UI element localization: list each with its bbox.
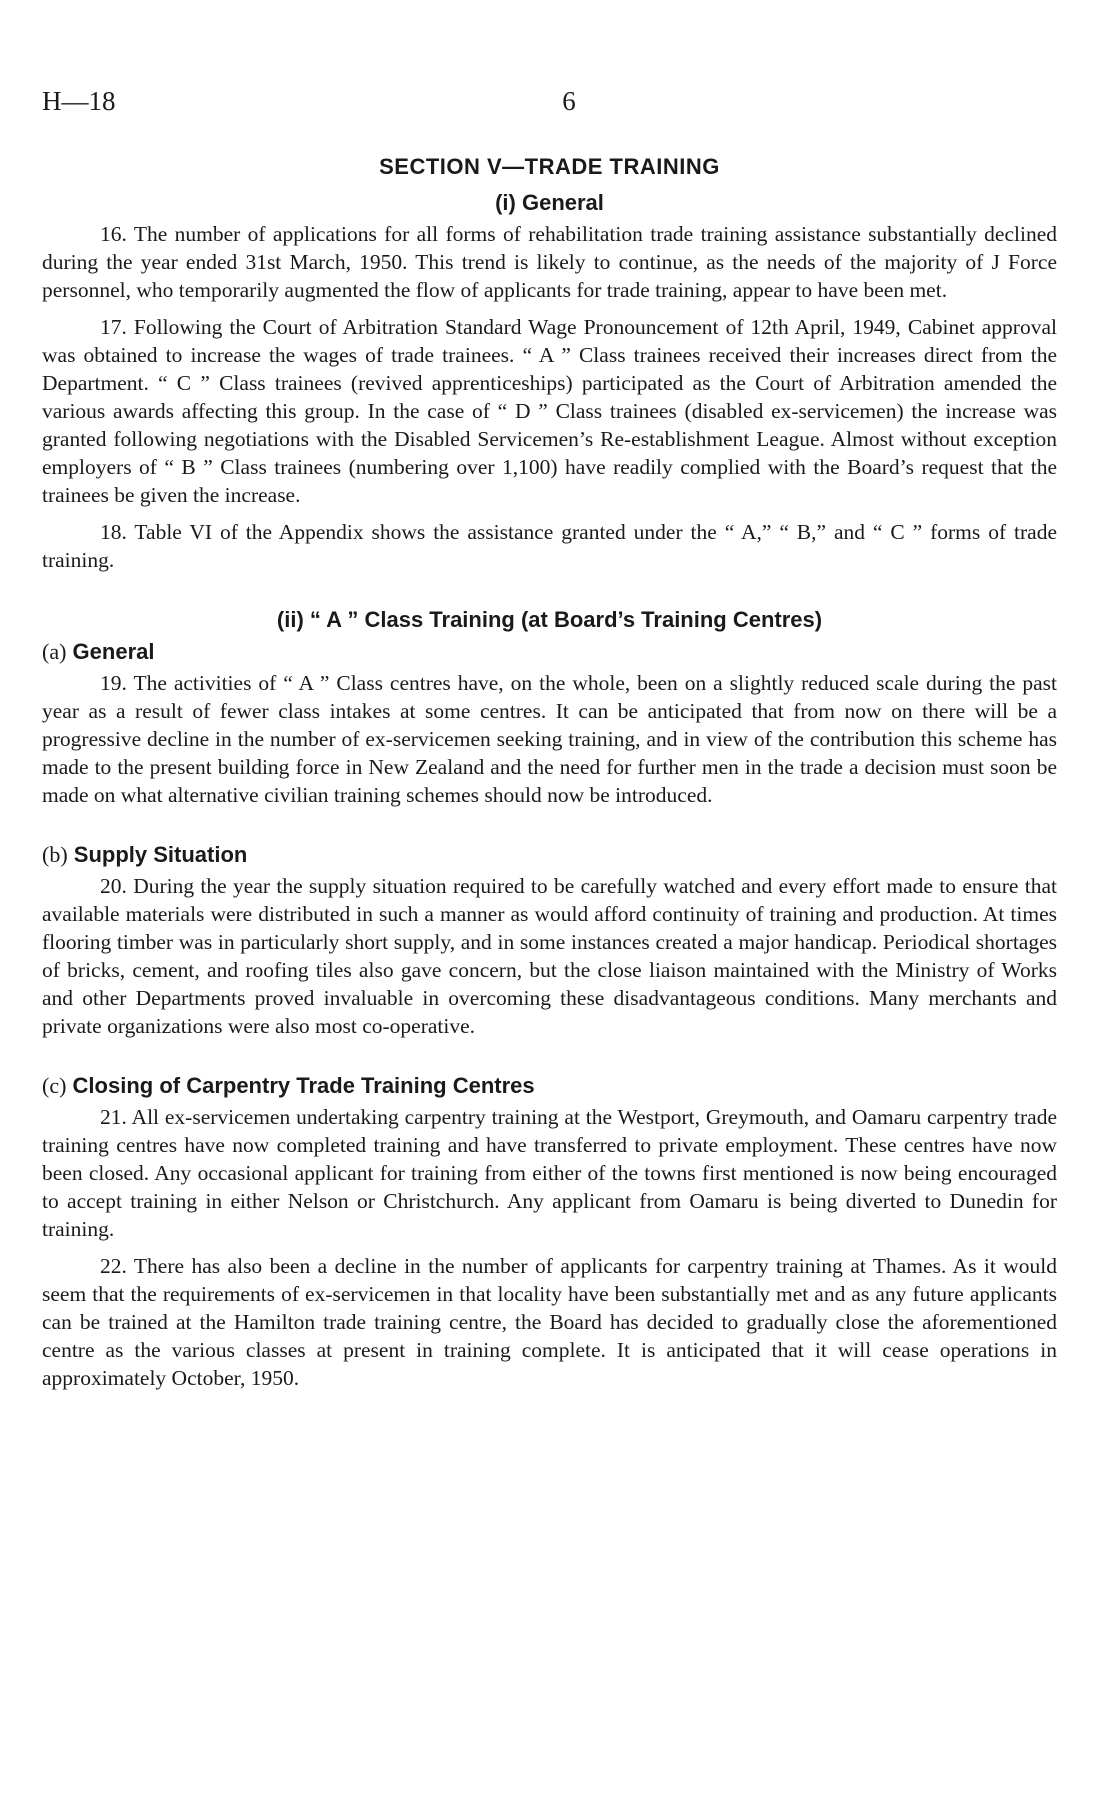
page-number: 6 <box>562 86 576 116</box>
heading-closing-label: (c) <box>42 1073 67 1098</box>
heading-general-title: General <box>72 639 155 664</box>
heading-supply-situation <box>42 840 1057 870</box>
paragraph-22: 22. There has also been a decline in the number of applicants for carpentry training at Thames. As it would seem that the requirements of ex-servicemen in that locality have been substantially met and as any future applicants can be trained at the Hamilton trade training centre, the Board has decided to gradually close the aforementioned centre as the various classes at present in training complete. It is anticipated that it will cease operations in approximately October, 1950. <box>42 1254 1057 1390</box>
page-header <box>42 86 1062 122</box>
subsection-a-class-title: (ii) “ A ” Class Training (at Board’s Training Centres) <box>276 607 823 632</box>
paragraph-17: 17. Following the Court of Arbitration Standard Wage Pronouncement of 12th April, 1949, Cabinet approval was obtained to increase the wages of trade trainees. “ A ” Class trainees received their increases direct from the Department. “ C ” Class trainees (revived apprenticeships) participated as the Court of Arbitration amended the various awards affecting this group. In the case of “ D ” Class trainees (disabled ex-servicemen) the increase was granted following negotiations with the Disabled Servicemen’s Re-establishment League. Almost without exception employers of “ B ” Class trainees (numbering over 1,100) have readily complied with the Board’s request that the trainees be given the increase. <box>42 315 1057 507</box>
paragraph-19: 19. The activities of “ A ” Class centres have, on the whole, been on a slightly reduced scale during the past year as a result of fewer class intakes at some centres. It can be anticipated that from now on there will be a progressive decline in the number of ex-servicemen seeking training, and in view of the contribution this scheme has made to the present building force in New Zealand and the need for further men in the trade a decision must soon be made on what alternative civilian training schemes should now be introduced. <box>42 671 1057 807</box>
paragraph-20: 20. During the year the supply situation required to be carefully watched and every effort made to ensure that available materials were distributed in such a manner as would afford continuity of training and production. At times flooring timber was in particularly short supply, and in some instances created a major handicap. Periodical shortages of bricks, cement, and roofing tiles also gave concern, but the close liaison maintained with the Ministry of Works and other Departments proved invaluable in overcoming these disadvantageous conditions. Many merchants and private organizations were also most co-operative. <box>42 874 1057 1038</box>
paragraph-21: 21. All ex-servicemen undertaking carpentry training at the Westport, Greymouth, and Oamaru carpentry trade training centres have now completed training and have transferred to private employment. These centres have now been closed. Any occasional applicant for training from either of the towns first mentioned is now being encouraged to accept training in either Nelson or Christchurch. Any applicant from Oamaru is being diverted to Dunedin for training. <box>42 1105 1057 1241</box>
document-code: H—18 <box>42 86 116 116</box>
subsection-general-title: (i) General <box>495 190 604 215</box>
heading-general <box>42 637 1057 667</box>
heading-general-label: (a) <box>42 639 67 664</box>
page-body <box>42 150 1057 1401</box>
heading-supply-label: (b) <box>42 842 68 867</box>
section-title: SECTION V—TRADE TRAINING <box>379 154 720 179</box>
paragraph-16: 16. The number of applications for all forms of rehabilitation trade training assistance substantially declined during the year ended 31st March, 1950. This trend is likely to continue, as the needs of the majority of J Force personnel, who temporarily augmented the flow of applicants for trade training, appear to have been met. <box>42 222 1057 302</box>
heading-closing-title: Closing of Carpentry Trade Training Centres <box>72 1073 535 1098</box>
paragraph-18: 18. Table VI of the Appendix shows the assistance granted under the “ A,” “ B,” and “ C ” forms of trade training. <box>42 520 1057 572</box>
heading-supply-title: Supply Situation <box>73 842 248 867</box>
heading-closing-centres <box>42 1071 1057 1101</box>
